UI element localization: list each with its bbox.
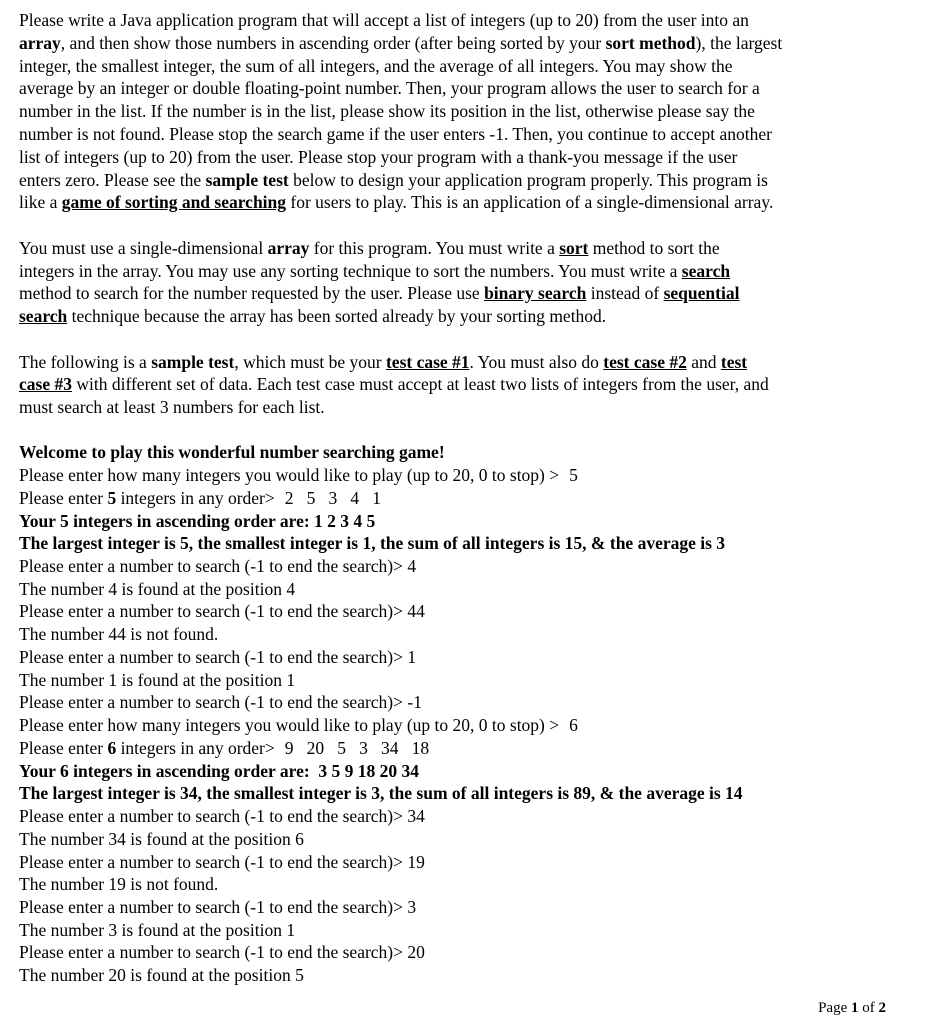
- text-run: The following is a: [19, 351, 152, 372]
- text-run: integers in the array. You may use any sorting technique to sort the numbers. You must write a: [19, 260, 682, 281]
- user-input-values: 9 20 5 3 34 18: [284, 737, 430, 758]
- text-run: number in the list. If the number is in the list, please show its position in the list, otherwise please say the: [19, 101, 755, 122]
- page-of: of: [858, 1000, 879, 1016]
- text-run: for this program. You must write a: [309, 237, 560, 258]
- search-prompt-line: Please enter a number to search (-1 to end the search)> 34: [19, 806, 425, 827]
- text-run: method to search for the number requested by the user. Please use: [19, 283, 485, 304]
- search-result-line: The number 3 is found at the position 1: [19, 919, 296, 940]
- text-run: ), the largest: [695, 32, 783, 53]
- paragraph-line: [19, 373, 899, 396]
- text-run: for users to play. This is an application of a single-dimensional array.: [286, 192, 774, 213]
- text-run: method to sort the: [588, 237, 720, 258]
- text-run: integer, the smallest integer, the sum of all integers, and the average of all integers. You may show the: [19, 55, 733, 76]
- text-run: Please enter: [19, 737, 108, 758]
- search-result-line: The number 20 is found at the position 5: [19, 965, 304, 986]
- text-run: with different set of data. Each test case must accept at least two lists of integers from the user, and: [71, 374, 769, 395]
- search-prompt-line: Please enter a number to search (-1 to end the search)> -1: [19, 692, 422, 713]
- underlined-term-search: search: [19, 306, 68, 327]
- enter-integers-line: [19, 737, 899, 760]
- search-result-line: The number 4 is found at the position 4: [19, 578, 296, 599]
- paragraph-line: [19, 100, 899, 123]
- intro-paragraph: [19, 9, 899, 214]
- bold-count: 6: [107, 737, 117, 758]
- paragraph-line: [19, 77, 899, 100]
- text-run: Please enter: [19, 487, 108, 508]
- paragraph-line: [19, 55, 899, 78]
- text-run: like a: [19, 192, 62, 213]
- page-current: 1: [851, 1000, 859, 1016]
- text-run: below to design your application program properly. This program is: [288, 169, 768, 190]
- page-label: Page: [818, 1000, 851, 1016]
- search-result-line: The number 19 is not found.: [19, 874, 219, 895]
- user-input-value: 6: [569, 715, 578, 736]
- paragraph-line: [19, 351, 899, 374]
- stats-line: The largest integer is 34, the smallest integer is 3, the sum of all integers is 89, & the average is 14: [19, 783, 743, 804]
- page-number: [818, 998, 886, 1018]
- bold-term-array: array: [19, 32, 61, 53]
- text-run: enters zero. Please see the: [19, 169, 206, 190]
- search-prompt-line: Please enter a number to search (-1 to end the search)> 1: [19, 646, 417, 667]
- page-total: 2: [878, 1000, 886, 1016]
- bold-term-sort-method: sort method: [605, 32, 696, 53]
- text-run: must search at least 3 numbers for each list.: [19, 397, 325, 418]
- bold-count: 5: [107, 487, 117, 508]
- paragraph-line: [19, 9, 899, 32]
- underlined-term-test-case-3: test: [720, 351, 748, 372]
- paragraph-line: [19, 260, 899, 283]
- text-run: Please enter how many integers you would like to play (up to 20, 0 to stop) >: [19, 715, 560, 736]
- text-run: , which must be your: [234, 351, 386, 372]
- sorted-result-line: Your 6 integers in ascending order are: 3 5 9 18 20 34: [19, 760, 420, 781]
- text-run: integers in any order>: [116, 737, 275, 758]
- paragraph-line: [19, 169, 899, 192]
- text-run: Please write a Java application program that will accept a list of integers (up to 20) from the user into an: [19, 10, 749, 30]
- underlined-term-sort: sort: [559, 237, 589, 258]
- text-run: , and then show those numbers in ascending order (after being sorted by your: [60, 32, 606, 53]
- text-run: Please enter how many integers you would like to play (up to 20, 0 to stop) >: [19, 465, 560, 486]
- search-prompt-line: Please enter a number to search (-1 to end the search)> 20: [19, 942, 425, 963]
- text-run: instead of: [586, 283, 664, 304]
- underlined-term-test-case-3: case #3: [19, 374, 72, 395]
- sample-test-output: [19, 441, 899, 987]
- bold-term-sample-test: sample test: [151, 351, 235, 372]
- text-run: number is not found. Please stop the search game if the user enters -1. Then, you continue to accept another: [19, 123, 772, 144]
- paragraph-line: [19, 282, 899, 305]
- user-input-values: 2 5 3 4 1: [284, 487, 382, 508]
- underlined-term-sequential: sequential: [663, 283, 740, 304]
- search-prompt-line: Please enter a number to search (-1 to end the search)> 44: [19, 601, 425, 622]
- text-run: and: [686, 351, 721, 372]
- welcome-line: Welcome to play this wonderful number searching game!: [19, 442, 445, 463]
- search-result-line: The number 34 is found at the position 6: [19, 828, 304, 849]
- text-run: technique because the array has been sorted already by your sorting method.: [67, 306, 607, 327]
- count-prompt-line: [19, 464, 899, 487]
- bold-term-sample-test: sample test: [205, 169, 289, 190]
- search-result-line: The number 44 is not found.: [19, 624, 219, 645]
- search-prompt-line: Please enter a number to search (-1 to end the search)> 4: [19, 556, 417, 576]
- paragraph-line: [19, 123, 899, 146]
- paragraph-line: [19, 237, 899, 260]
- user-input-value: 5: [569, 465, 578, 486]
- test-cases-paragraph: [19, 351, 899, 419]
- search-result-line: The number 1 is found at the position 1: [19, 669, 296, 690]
- document-page: [19, 9, 899, 987]
- search-prompt-line: Please enter a number to search (-1 to end the search)> 3: [19, 897, 417, 918]
- underlined-term-game: game of sorting and searching: [61, 192, 287, 213]
- paragraph-line: [19, 396, 899, 419]
- paragraph-line: [19, 32, 899, 55]
- underlined-term-search: search: [681, 260, 731, 281]
- sorted-result-line: Your 5 integers in ascending order are: 1 2 3 4 5: [19, 510, 376, 531]
- paragraph-line: [19, 305, 899, 328]
- paragraph-line: [19, 146, 899, 169]
- requirements-paragraph: [19, 237, 899, 328]
- underlined-term-test-case-1: test case #1: [385, 351, 470, 372]
- count-prompt-line: [19, 714, 899, 737]
- text-run: list of integers (up to 20) from the user. Please stop your program with a thank-you message if the user: [19, 146, 738, 167]
- underlined-term-binary-search: binary search: [484, 283, 587, 304]
- text-run: average by an integer or double floating-point number. Then, your program allows the user to search for a: [19, 78, 760, 99]
- bold-term-array: array: [267, 237, 310, 258]
- search-prompt-line: Please enter a number to search (-1 to end the search)> 19: [19, 851, 425, 872]
- stats-line: The largest integer is 5, the smallest integer is 1, the sum of all integers is 15, & the average is 3: [19, 533, 726, 554]
- text-run: integers in any order>: [116, 487, 275, 508]
- paragraph-line: [19, 191, 899, 214]
- enter-integers-line: [19, 487, 899, 510]
- text-run: You must use a single-dimensional: [19, 237, 268, 258]
- underlined-term-test-case-2: test case #2: [603, 351, 687, 372]
- text-run: . You must also do: [469, 351, 604, 372]
